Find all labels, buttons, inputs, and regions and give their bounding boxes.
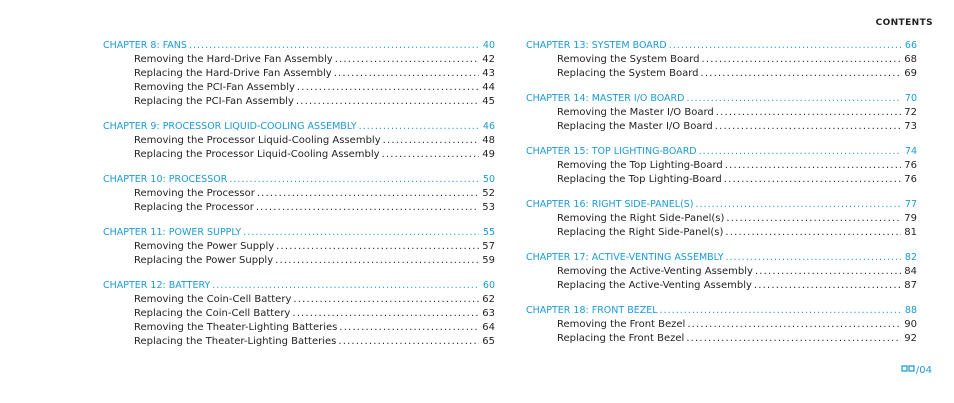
entry-page: 62: [482, 294, 495, 305]
toc-entry[interactable]: [103, 321, 495, 335]
toc-entry[interactable]: [526, 53, 917, 67]
page-total: 04: [919, 365, 932, 376]
toc-chapter: [526, 39, 917, 81]
toc-right-column: [526, 39, 917, 357]
chapter-page: 55: [482, 227, 495, 238]
entry-page: 59: [482, 255, 495, 266]
entry-page: 73: [904, 121, 917, 132]
chapter-page: 77: [904, 199, 917, 210]
toc-entry[interactable]: [103, 335, 495, 349]
toc-chapter: [103, 39, 495, 109]
entry-page: 69: [904, 68, 917, 79]
entry-label: Removing the Processor Liquid-Cooling Assembly: [134, 135, 381, 146]
entry-label: Replacing the Power Supply: [134, 255, 274, 266]
chapter-page: 40: [482, 40, 495, 51]
entry-page: 92: [904, 333, 917, 344]
chapter-link[interactable]: [526, 39, 917, 53]
toc-chapter: [103, 120, 495, 162]
chapter-page: 60: [482, 280, 495, 291]
toc-chapter: [103, 173, 495, 215]
chapter-title: CHAPTER 9: PROCESSOR LIQUID-COOLING ASSEMBLY: [103, 121, 357, 132]
entry-page: 42: [482, 54, 495, 65]
entry-page: 79: [904, 213, 917, 224]
entry-label: Replacing the Active-Venting Assembly: [557, 280, 752, 291]
toc-entry[interactable]: [103, 53, 495, 67]
chapter-link[interactable]: [526, 145, 917, 159]
entry-page: 49: [482, 149, 495, 160]
entry-page: 87: [904, 280, 917, 291]
chapter-title: CHAPTER 8: FANS: [103, 40, 187, 51]
chapter-link[interactable]: [103, 279, 495, 293]
entry-label: Replacing the Processor: [134, 202, 254, 213]
page-current-icon: [901, 364, 915, 373]
entry-label: Removing the PCI-Fan Assembly: [134, 82, 295, 93]
chapter-link[interactable]: [103, 39, 495, 53]
toc-entry[interactable]: [103, 187, 495, 201]
chapter-title: CHAPTER 16: RIGHT SIDE-PANEL(S): [526, 199, 694, 210]
entry-page: 72: [904, 107, 917, 118]
entry-label: Replacing the Front Bezel: [557, 333, 685, 344]
toc-entry[interactable]: [103, 201, 495, 215]
chapter-page: 74: [904, 146, 917, 157]
entry-page: 76: [904, 174, 917, 185]
toc-entry[interactable]: [526, 67, 917, 81]
toc-chapter: [526, 92, 917, 134]
entry-label: Removing the Master I/O Board: [557, 107, 714, 118]
toc-entry[interactable]: [103, 307, 495, 321]
toc-entry[interactable]: [526, 159, 917, 173]
toc-entry[interactable]: [526, 318, 917, 332]
entry-label: Replacing the Theater-Lighting Batteries: [134, 336, 337, 347]
entry-label: Removing the Processor: [134, 188, 255, 199]
chapter-title: CHAPTER 17: ACTIVE-VENTING ASSEMBLY: [526, 252, 724, 263]
entry-label: Replacing the PCI-Fan Assembly: [134, 96, 294, 107]
toc-chapter: [526, 198, 917, 240]
toc-entry[interactable]: [526, 265, 917, 279]
entry-page: 84: [904, 266, 917, 277]
toc-chapter: [526, 251, 917, 293]
entry-label: Replacing the Processor Liquid-Cooling Assembly: [134, 149, 380, 160]
chapter-title: CHAPTER 14: MASTER I/O BOARD: [526, 93, 685, 104]
chapter-page: 50: [482, 174, 495, 185]
page-header-title: CONTENTS: [875, 18, 933, 28]
entry-page: 44: [482, 82, 495, 93]
toc-entry[interactable]: [526, 212, 917, 226]
toc-entry[interactable]: [103, 240, 495, 254]
toc-chapter: [103, 279, 495, 349]
entry-label: Removing the Hard-Drive Fan Assembly: [134, 54, 333, 65]
chapter-page: 82: [904, 252, 917, 263]
chapter-title: CHAPTER 11: POWER SUPPLY: [103, 227, 242, 238]
toc-entry[interactable]: [103, 67, 495, 81]
entry-page: 45: [482, 96, 495, 107]
entry-label: Removing the Top Lighting-Board: [557, 160, 723, 171]
toc-entry[interactable]: [103, 81, 495, 95]
toc-left-column: [103, 39, 495, 360]
entry-page: 90: [904, 319, 917, 330]
entry-label: Replacing the Top Lighting-Board: [557, 174, 722, 185]
chapter-title: CHAPTER 13: SYSTEM BOARD: [526, 40, 667, 51]
chapter-page: 46: [482, 121, 495, 132]
entry-page: 81: [904, 227, 917, 238]
chapter-title: CHAPTER 10: PROCESSOR: [103, 174, 228, 185]
toc-entry[interactable]: [103, 134, 495, 148]
chapter-title: CHAPTER 18: FRONT BEZEL: [526, 305, 658, 316]
entry-page: 57: [482, 241, 495, 252]
entry-label: Removing the Coin-Cell Battery: [134, 294, 292, 305]
entry-label: Replacing the Master I/O Board: [557, 121, 713, 132]
entry-label: Removing the Power Supply: [134, 241, 275, 252]
entry-page: 53: [482, 202, 495, 213]
entry-page: 48: [482, 135, 495, 146]
entry-label: Replacing the Coin-Cell Battery: [134, 308, 291, 319]
chapter-page: 66: [904, 40, 917, 51]
entry-page: 52: [482, 188, 495, 199]
entry-page: 68: [904, 54, 917, 65]
chapter-page: 70: [904, 93, 917, 104]
toc-entry[interactable]: [103, 254, 495, 268]
entry-label: Replacing the Right Side-Panel(s): [557, 227, 724, 238]
entry-page: 64: [482, 322, 495, 333]
toc-entry[interactable]: [526, 173, 917, 187]
entry-label: Removing the Theater-Lighting Batteries: [134, 322, 338, 333]
chapter-link[interactable]: [526, 251, 917, 265]
chapter-link[interactable]: [526, 198, 917, 212]
entry-label: Replacing the System Board: [557, 68, 699, 79]
chapter-link[interactable]: [526, 92, 917, 106]
entry-page: 43: [482, 68, 495, 79]
chapter-link[interactable]: [103, 120, 495, 134]
entry-page: 65: [482, 336, 495, 347]
entry-label: Replacing the Hard-Drive Fan Assembly: [134, 68, 332, 79]
entry-page: 63: [482, 308, 495, 319]
entry-label: Removing the Right Side-Panel(s): [557, 213, 725, 224]
toc-entry[interactable]: [526, 120, 917, 134]
toc-entry[interactable]: [526, 332, 917, 346]
entry-label: Removing the Active-Venting Assembly: [557, 266, 753, 277]
toc-entry[interactable]: [526, 279, 917, 293]
chapter-page: 88: [904, 305, 917, 316]
toc-entry[interactable]: [103, 95, 495, 109]
toc-chapter: [526, 304, 917, 346]
entry-label: Removing the Front Bezel: [557, 319, 686, 330]
page-number: / 04: [901, 364, 932, 376]
toc-entry[interactable]: [103, 148, 495, 162]
chapter-title: CHAPTER 12: BATTERY: [103, 280, 211, 291]
chapter-link[interactable]: [103, 226, 495, 240]
chapter-title: CHAPTER 15: TOP LIGHTING-BOARD: [526, 146, 697, 157]
toc-chapter: [526, 145, 917, 187]
toc-entry[interactable]: [103, 293, 495, 307]
toc-chapter: [103, 226, 495, 268]
entry-page: 76: [904, 160, 917, 171]
chapter-link[interactable]: [526, 304, 917, 318]
toc-entry[interactable]: [526, 106, 917, 120]
chapter-link[interactable]: [103, 173, 495, 187]
entry-label: Removing the System Board: [557, 54, 700, 65]
toc-entry[interactable]: [526, 226, 917, 240]
